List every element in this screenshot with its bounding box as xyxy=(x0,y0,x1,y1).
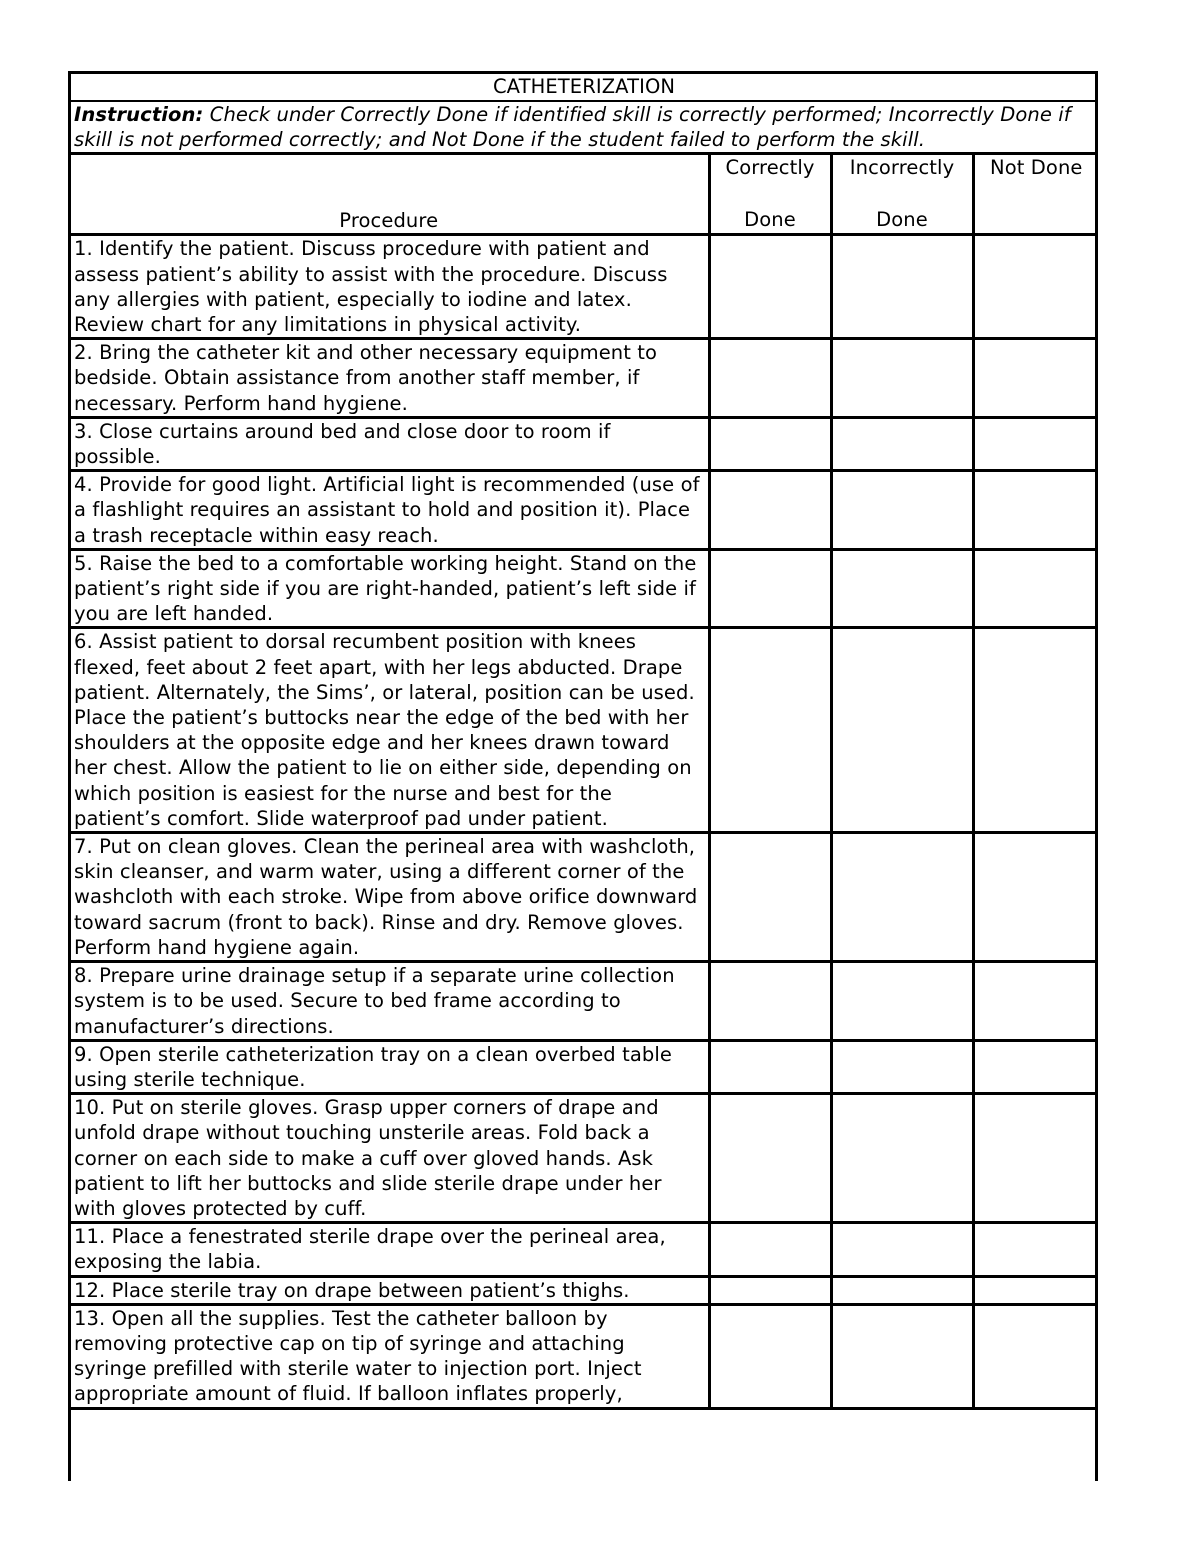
correctly-done-checkbox[interactable] xyxy=(709,1276,831,1304)
correctly-done-checkbox[interactable] xyxy=(709,628,831,833)
page-title: CATHETERIZATION xyxy=(70,74,1098,101)
instruction-label: Instruction: xyxy=(74,103,204,126)
table-row xyxy=(70,962,1098,1041)
procedure-step-text: 3. Close curtains around bed and close door to room if possible. xyxy=(70,417,709,470)
correctly-done-checkbox[interactable] xyxy=(709,417,831,470)
checklist-sheet xyxy=(68,71,1098,1481)
incorrectly-done-checkbox[interactable] xyxy=(831,549,973,628)
incorrectly-done-checkbox[interactable] xyxy=(831,1276,973,1304)
procedure-step-text: 5. Raise the bed to a comfortable working height. Stand on the patient’s right side if you are right-handed, patient’s left side if you are left handed. xyxy=(70,549,709,628)
correctly-done-checkbox[interactable] xyxy=(709,1223,831,1276)
table-row xyxy=(70,1304,1098,1408)
procedure-header: Procedure xyxy=(70,154,709,235)
procedure-step-text: 7. Put on clean gloves. Clean the perineal area with washcloth, skin cleanser, and warm water, using a different corner of the washcloth with each stroke. Wipe from above orifice downward toward sacrum (front to back). Rinse and dry. Remove gloves. Perform hand hygiene again. xyxy=(70,833,709,962)
correctly-done-checkbox[interactable] xyxy=(709,1040,831,1093)
table-row xyxy=(70,833,1098,962)
not-done-checkbox[interactable] xyxy=(973,417,1098,470)
table-row xyxy=(70,1094,1098,1223)
correctly-done-checkbox[interactable] xyxy=(709,962,831,1041)
not-done-checkbox[interactable] xyxy=(973,1223,1098,1276)
correctly-done-checkbox[interactable] xyxy=(709,471,831,550)
incorrectly-done-checkbox[interactable] xyxy=(831,1304,973,1408)
procedure-step-text: 6. Assist patient to dorsal recumbent position with knees flexed, feet about 2 feet apart, with her legs abducted. Drape patient. Alternately, the Sims’, or lateral, position can be used. Place the patient’s buttocks near the edge of the bed with her shoulders at the opposite edge and her knees drawn toward her chest. Allow the patient to lie on either side, depending on which position is easiest for the nurse and best for the patient’s comfort. Slide waterproof pad under patient. xyxy=(70,628,709,833)
instruction-body: Check under Correctly Done if identified skill is correctly performed; Incorrectly Done if skill is not performed correctly; and Not Done if the student failed to perform the skill. xyxy=(74,103,1071,152)
not-done-checkbox[interactable] xyxy=(973,549,1098,628)
procedure-step-text: 4. Provide for good light. Artificial light is recommended (use of a flashlight requires an assistant to hold and position it). Place a trash receptacle within easy reach. xyxy=(70,471,709,550)
procedure-step-text: 8. Prepare urine drainage setup if a separate urine collection system is to be used. Secure to bed frame according to manufacturer’s directions. xyxy=(70,962,709,1041)
correctly-done-checkbox[interactable] xyxy=(709,1094,831,1223)
correctly-done-checkbox[interactable] xyxy=(709,235,831,339)
procedure-step-text: 13. Open all the supplies. Test the catheter balloon by removing protective cap on tip of syringe and attaching syringe prefilled with sterile water to injection port. Inject appropriate amount of fluid. If balloon inflates properly, xyxy=(70,1304,709,1408)
table-row xyxy=(70,1040,1098,1093)
not-done-checkbox[interactable] xyxy=(973,1304,1098,1408)
correctly-done-checkbox[interactable] xyxy=(709,833,831,962)
instruction-row xyxy=(70,101,1098,154)
not-done-checkbox[interactable] xyxy=(973,1040,1098,1093)
not-done-header: Not Done xyxy=(973,154,1098,235)
incorrectly-done-checkbox[interactable] xyxy=(831,1223,973,1276)
table-row xyxy=(70,628,1098,833)
instruction-text xyxy=(70,101,1098,154)
procedure-step-text: 9. Open sterile catheterization tray on a clean overbed table using sterile technique. xyxy=(70,1040,709,1093)
incorrectly-done-checkbox[interactable] xyxy=(831,1040,973,1093)
procedure-step-text: 10. Put on sterile gloves. Grasp upper corners of drape and unfold drape without touching unsterile areas. Fold back a corner on each side to make a cuff over gloved hands. Ask patient to lift her buttocks and slide sterile drape under her with gloves protected by cuff. xyxy=(70,1094,709,1223)
incorrectly-done-checkbox[interactable] xyxy=(831,628,973,833)
table-row xyxy=(70,471,1098,550)
table-row xyxy=(70,417,1098,470)
checklist-table xyxy=(70,74,1098,1410)
not-done-checkbox[interactable] xyxy=(973,833,1098,962)
not-done-checkbox[interactable] xyxy=(973,628,1098,833)
table-row xyxy=(70,549,1098,628)
correctly-done-checkbox[interactable] xyxy=(709,549,831,628)
table-row xyxy=(70,1276,1098,1304)
steps-body xyxy=(70,235,1098,1408)
incorrectly-done-checkbox[interactable] xyxy=(831,339,973,418)
title-row xyxy=(70,74,1098,101)
incorrectly-done-checkbox[interactable] xyxy=(831,417,973,470)
incorrectly-done-checkbox[interactable] xyxy=(831,471,973,550)
procedure-step-text: 12. Place sterile tray on drape between patient’s thighs. xyxy=(70,1276,709,1304)
incorrectly-done-checkbox[interactable] xyxy=(831,833,973,962)
not-done-checkbox[interactable] xyxy=(973,235,1098,339)
not-done-checkbox[interactable] xyxy=(973,1276,1098,1304)
not-done-checkbox[interactable] xyxy=(973,471,1098,550)
procedure-step-text: 11. Place a fenestrated sterile drape over the perineal area, exposing the labia. xyxy=(70,1223,709,1276)
not-done-checkbox[interactable] xyxy=(973,962,1098,1041)
incorrectly-done-checkbox[interactable] xyxy=(831,962,973,1041)
procedure-step-text: 1. Identify the patient. Discuss procedure with patient and assess patient’s ability to assist with the procedure. Discuss any allergies with patient, especially to iodine and latex. Review chart for any limitations in physical activity. xyxy=(70,235,709,339)
table-row xyxy=(70,235,1098,339)
incorrectly-done-checkbox[interactable] xyxy=(831,1094,973,1223)
table-row xyxy=(70,1223,1098,1276)
correctly-done-checkbox[interactable] xyxy=(709,1304,831,1408)
incorrectly-done-checkbox[interactable] xyxy=(831,235,973,339)
correctly-done-checkbox[interactable] xyxy=(709,339,831,418)
incorrectly-done-header: Incorrectly Done xyxy=(831,154,973,235)
table-row xyxy=(70,339,1098,418)
header-row xyxy=(70,154,1098,235)
procedure-step-text: 2. Bring the catheter kit and other necessary equipment to bedside. Obtain assistance from another staff member, if necessary. Perform hand hygiene. xyxy=(70,339,709,418)
correctly-done-header: Correctly Done xyxy=(709,154,831,235)
not-done-checkbox[interactable] xyxy=(973,1094,1098,1223)
not-done-checkbox[interactable] xyxy=(973,339,1098,418)
